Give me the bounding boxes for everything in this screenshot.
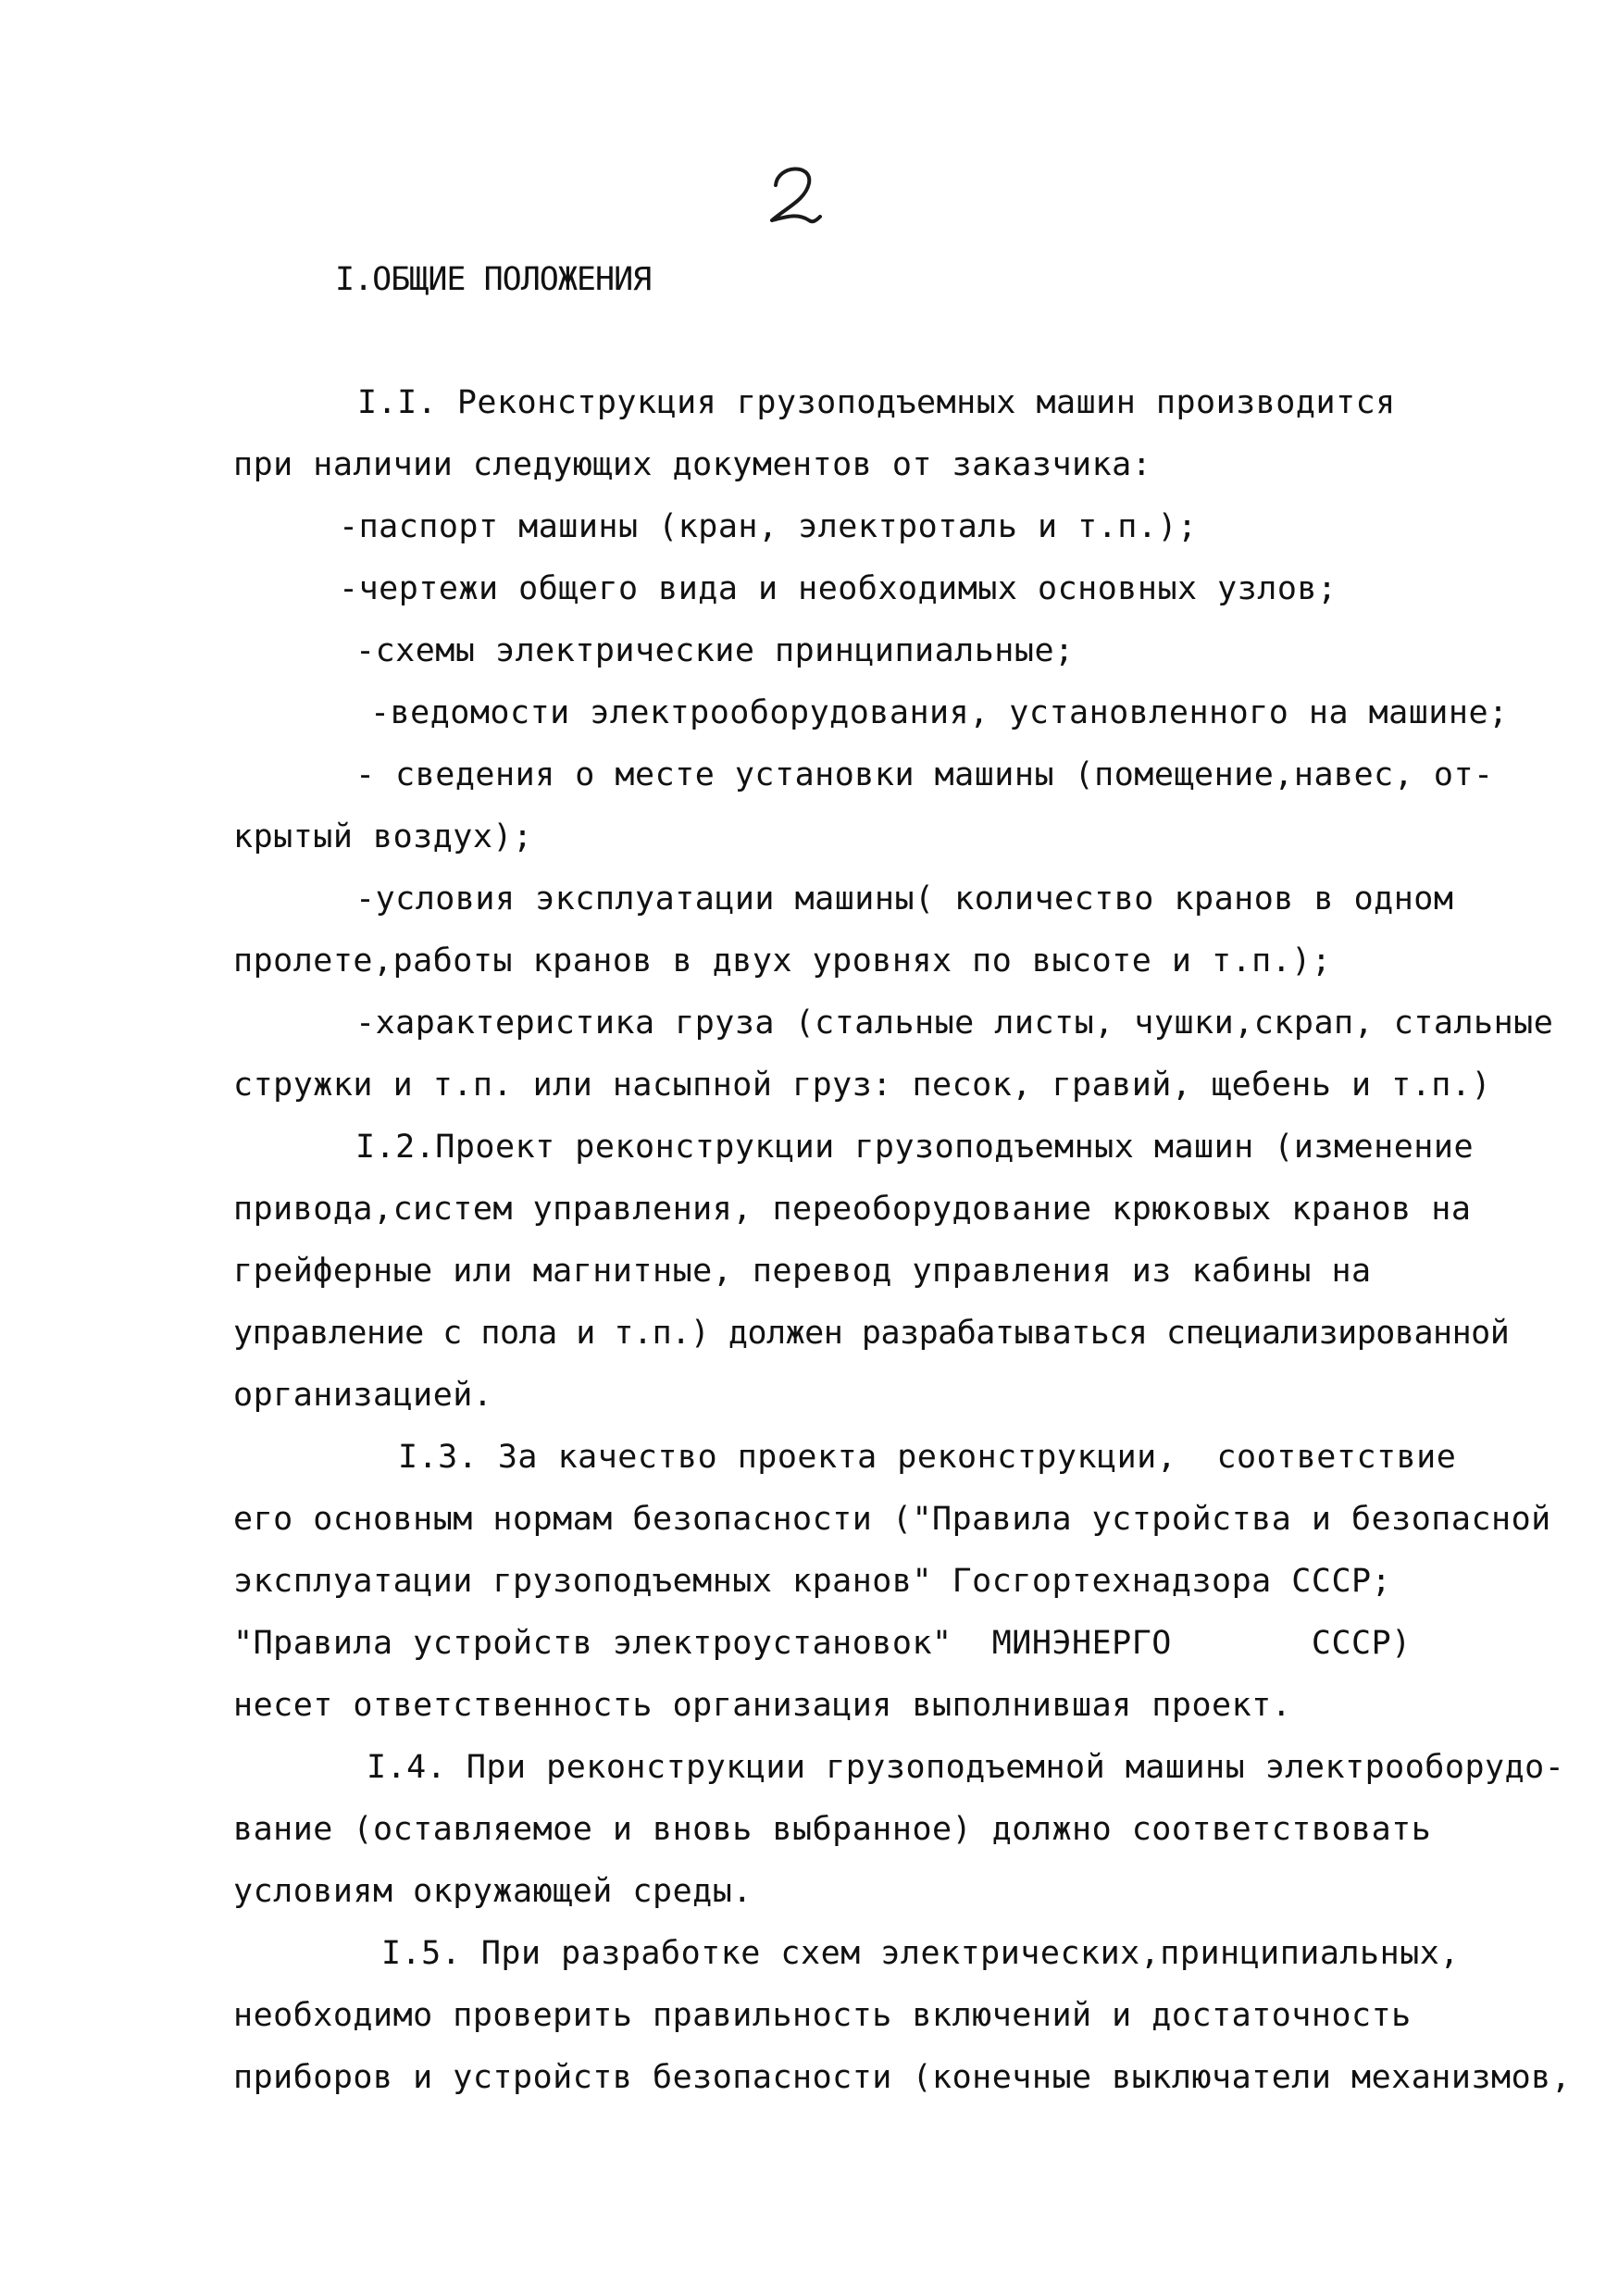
text-line: I.2.Проект реконструкции грузоподъемных машин (изменение	[355, 1129, 1475, 1166]
text-line: привода,систем управления, переоборудование крюковых кранов на	[233, 1191, 1472, 1228]
text-line: организацией.	[233, 1377, 493, 1414]
text-line: -чертежи общего вида и необходимых основных узлов;	[339, 570, 1338, 607]
text-line: управление с пола и т.п.) должен разрабатываться специализированной	[233, 1315, 1510, 1352]
text-line: крытый воздух);	[233, 818, 533, 855]
text-line: "Правила устройств электроустановок" МИНЭНЕРГО СССР)	[233, 1625, 1412, 1662]
text-line: -паспорт машины (кран, электроталь и т.п.);	[339, 508, 1198, 545]
text-line: несет ответственность организация выполнившая проект.	[233, 1687, 1292, 1724]
text-line: -ведомости электрооборудования, установленного на машине;	[370, 694, 1509, 731]
text-line: пролете,работы кранов в двух уровнях по высоте и т.п.);	[233, 942, 1332, 980]
text-line: -характеристика груза (стальные листы, чушки,скрап, стальные	[355, 1004, 1554, 1042]
text-line: -схемы электрические принципиальные;	[355, 632, 1075, 669]
text-line: I.4. При реконструкции грузоподъемной машины электрооборудо-	[367, 1749, 1565, 1786]
text-line: вание (оставляемое и вновь выбранное) должно соответствовать	[233, 1811, 1432, 1848]
text-line: приборов и устройств безопасности (конечные выключатели механизмов,	[233, 2059, 1572, 2096]
text-line: -условия эксплуатации машины( количество кранов в одном	[355, 880, 1454, 917]
section-heading: I.ОБЩИЕ ПОЛОЖЕНИЯ	[335, 261, 652, 298]
text-line: I.I. Реконструкция грузоподъемных машин производится	[357, 384, 1396, 421]
handwritten-page-number	[759, 156, 842, 239]
text-line: при наличии следующих документов от заказчика:	[233, 446, 1152, 483]
text-line: стружки и т.п. или насыпной груз: песок, гравий, щебень и т.п.)	[233, 1067, 1492, 1104]
text-line: I.5. При разработке схем электрических,принципиальных,	[381, 1935, 1460, 1972]
text-line: его основным нормам безопасности ("Правила устройства и безопасной	[233, 1501, 1551, 1538]
text-line: - сведения о месте установки машины (помещение,навес, от-	[355, 756, 1494, 793]
text-line: эксплуатации грузоподъемных кранов" Госгортехнадзора СССР;	[233, 1563, 1392, 1600]
text-line: I.3. За качество проекта реконструкции, соответствие	[398, 1439, 1457, 1476]
text-line: необходимо проверить правильность включений и достаточность	[233, 1997, 1412, 2034]
text-line: условиям окружающей среды.	[233, 1873, 753, 1910]
text-line: грейферные или магнитные, перевод управления из кабины на	[233, 1253, 1372, 1290]
